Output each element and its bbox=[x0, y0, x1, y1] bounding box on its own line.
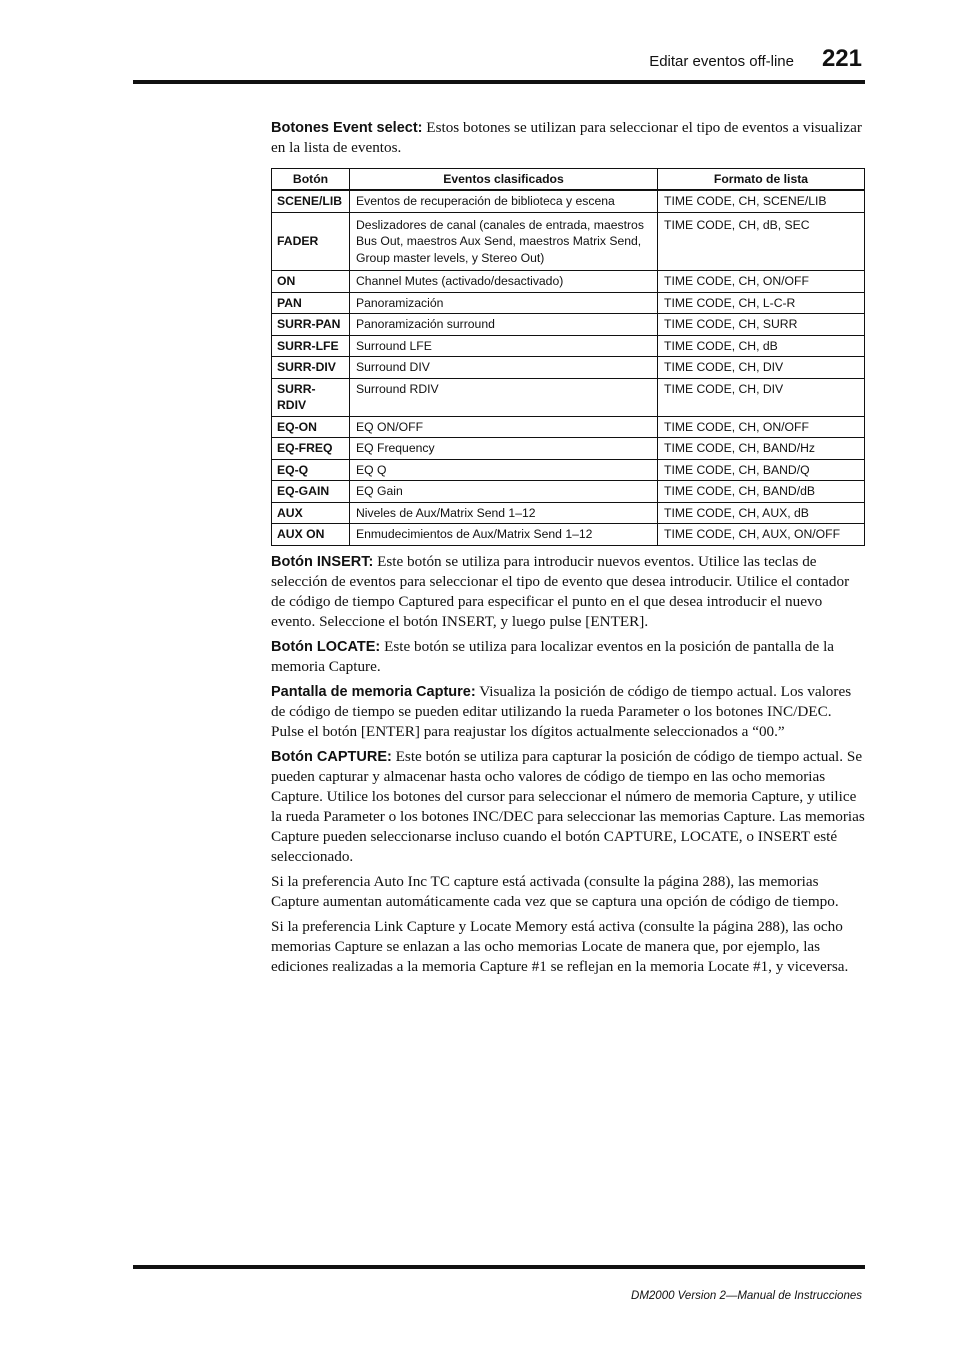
table-row bbox=[272, 378, 865, 416]
cell-format: TIME CODE, CH, BAND/Hz bbox=[658, 438, 865, 460]
body-paragraph bbox=[271, 872, 865, 912]
cell-format: TIME CODE, CH, AUX, ON/OFF bbox=[658, 524, 865, 546]
cell-button: SURR-LFE bbox=[272, 335, 350, 357]
intro-paragraph bbox=[271, 118, 865, 158]
cell-events: Surround DIV bbox=[350, 357, 658, 379]
footer-rule bbox=[133, 1265, 865, 1269]
cell-events: Surround LFE bbox=[350, 335, 658, 357]
page-content bbox=[271, 118, 865, 982]
cell-format: TIME CODE, CH, AUX, dB bbox=[658, 502, 865, 524]
paragraph-text: Visualiza la posición de código de tiempo actual. Los valores de código de tiempo se pueden editar utilizando la rueda Parameter o los botones INC/DEC. Pulse el botón [ENTER] para reajustar los dígitos actualmente seleccionados a “00.” bbox=[271, 682, 852, 740]
intro-lead: Botones Event select: bbox=[271, 120, 423, 136]
table-body bbox=[272, 190, 865, 545]
cell-format: TIME CODE, CH, BAND/Q bbox=[658, 459, 865, 481]
cell-events: Niveles de Aux/Matrix Send 1–12 bbox=[350, 502, 658, 524]
paragraph-text: Si la preferencia Link Capture y Locate Memory está activa (consulte la página 288), las ocho memorias Capture se enlazan a las ocho memorias Locate de manera que, por ejemplo, las ediciones realizadas a la memoria Capture #1 se reflejan en la memoria Locate #1, y viceversa. bbox=[271, 917, 849, 975]
cell-events: Eventos de recuperación de biblioteca y escena bbox=[350, 190, 658, 212]
cell-button: SCENE/LIB bbox=[272, 190, 350, 212]
table-row bbox=[272, 335, 865, 357]
cell-button: SURR-PAN bbox=[272, 314, 350, 336]
body-paragraphs bbox=[271, 552, 865, 977]
table-row bbox=[272, 212, 865, 271]
cell-format: TIME CODE, CH, SCENE/LIB bbox=[658, 190, 865, 212]
cell-events: EQ Frequency bbox=[350, 438, 658, 460]
cell-format: TIME CODE, CH, BAND/dB bbox=[658, 481, 865, 503]
event-select-table bbox=[271, 168, 865, 546]
table-row bbox=[272, 416, 865, 438]
table-row bbox=[272, 502, 865, 524]
paragraph-lead: Pantalla de memoria Capture: bbox=[271, 683, 476, 700]
cell-button: AUX ON bbox=[272, 524, 350, 546]
header-rule bbox=[133, 80, 865, 84]
cell-events: Panoramización surround bbox=[350, 314, 658, 336]
cell-events: Enmudecimientos de Aux/Matrix Send 1–12 bbox=[350, 524, 658, 546]
paragraph-text: Si la preferencia Auto Inc TC capture está activada (consulte la página 288), las memorias Capture aumentan automáticamente cada vez que se captura una opción de código de tiempo. bbox=[271, 872, 839, 910]
body-paragraph bbox=[271, 637, 865, 677]
cell-button: ON bbox=[272, 271, 350, 293]
paragraph-text: Este botón se utiliza para capturar la posición de código de tiempo actual. Se pueden capturar y almacenar hasta ocho valores de código de tiempo en las ocho memorias Capture. Utilice los botones del cursor para seleccionar el número de memoria Capture, y utilice la rueda Parameter o los botones INC/DEC para seleccionar las memorias Capture. Las memorias Capture pueden seleccionarse incluso cuando el botón CAPTURE, LOCATE, o INSERT esté seleccionado. bbox=[271, 747, 865, 865]
cell-events: EQ ON/OFF bbox=[350, 416, 658, 438]
cell-button: FADER bbox=[272, 212, 350, 271]
column-header-button: Botón bbox=[272, 169, 350, 191]
paragraph-lead: Botón INSERT: bbox=[271, 553, 374, 570]
cell-format: TIME CODE, CH, dB, SEC bbox=[658, 212, 865, 271]
cell-button: PAN bbox=[272, 292, 350, 314]
cell-events: Deslizadores de canal (canales de entrada, maestros Bus Out, maestros Aux Send, maestros Matrix Send, Group master levels, y Stereo Out) bbox=[350, 212, 658, 271]
cell-button: EQ-ON bbox=[272, 416, 350, 438]
paragraph-text: Este botón se utiliza para localizar eventos en la posición de pantalla de la memoria Capture. bbox=[271, 637, 835, 675]
cell-events: Surround RDIV bbox=[350, 378, 658, 416]
column-header-events: Eventos clasificados bbox=[350, 169, 658, 191]
body-paragraph bbox=[271, 682, 865, 742]
cell-format: TIME CODE, CH, ON/OFF bbox=[658, 271, 865, 293]
table-row bbox=[272, 314, 865, 336]
cell-button: AUX bbox=[272, 502, 350, 524]
table-row bbox=[272, 481, 865, 503]
table-row bbox=[272, 357, 865, 379]
body-paragraph bbox=[271, 552, 865, 632]
intro-text: Estos botones se utilizan para seleccionar el tipo de eventos a visualizar en la lista de eventos. bbox=[271, 119, 862, 156]
cell-button: SURR-RDIV bbox=[272, 378, 350, 416]
cell-events: Panoramización bbox=[350, 292, 658, 314]
table-row bbox=[272, 190, 865, 212]
paragraph-text: Este botón se utiliza para introducir nuevos eventos. Utilice las teclas de selección de eventos para seleccionar el tipo de evento que desea introducir. Utilice el contador de código de tiempo Captured para especificar el punto en el que desea introducir el nuevo evento. Seleccione el botón INSERT, y luego pulse [ENTER]. bbox=[271, 552, 850, 630]
footer-text: DM2000 Version 2—Manual de Instrucciones bbox=[631, 1290, 862, 1302]
cell-format: TIME CODE, CH, dB bbox=[658, 335, 865, 357]
cell-events: Channel Mutes (activado/desactivado) bbox=[350, 271, 658, 293]
cell-format: TIME CODE, CH, L-C-R bbox=[658, 292, 865, 314]
page-number: 221 bbox=[821, 45, 862, 72]
table-row bbox=[272, 271, 865, 293]
paragraph-lead: Botón LOCATE: bbox=[271, 638, 381, 655]
table-row bbox=[272, 438, 865, 460]
cell-button: EQ-Q bbox=[272, 459, 350, 481]
cell-events: EQ Q bbox=[350, 459, 658, 481]
cell-format: TIME CODE, CH, DIV bbox=[658, 378, 865, 416]
table-row bbox=[272, 524, 865, 546]
cell-button: EQ-FREQ bbox=[272, 438, 350, 460]
cell-button: SURR-DIV bbox=[272, 357, 350, 379]
cell-format: TIME CODE, CH, SURR bbox=[658, 314, 865, 336]
running-header-title: Editar eventos off-line bbox=[649, 53, 794, 70]
cell-format: TIME CODE, CH, DIV bbox=[658, 357, 865, 379]
body-paragraph bbox=[271, 747, 865, 867]
table-row bbox=[272, 459, 865, 481]
column-header-format: Formato de lista bbox=[658, 169, 865, 191]
table-row bbox=[272, 292, 865, 314]
body-paragraph bbox=[271, 917, 865, 977]
cell-button: EQ-GAIN bbox=[272, 481, 350, 503]
cell-format: TIME CODE, CH, ON/OFF bbox=[658, 416, 865, 438]
cell-events: EQ Gain bbox=[350, 481, 658, 503]
table-header-row bbox=[272, 169, 865, 191]
paragraph-lead: Botón CAPTURE: bbox=[271, 748, 392, 765]
